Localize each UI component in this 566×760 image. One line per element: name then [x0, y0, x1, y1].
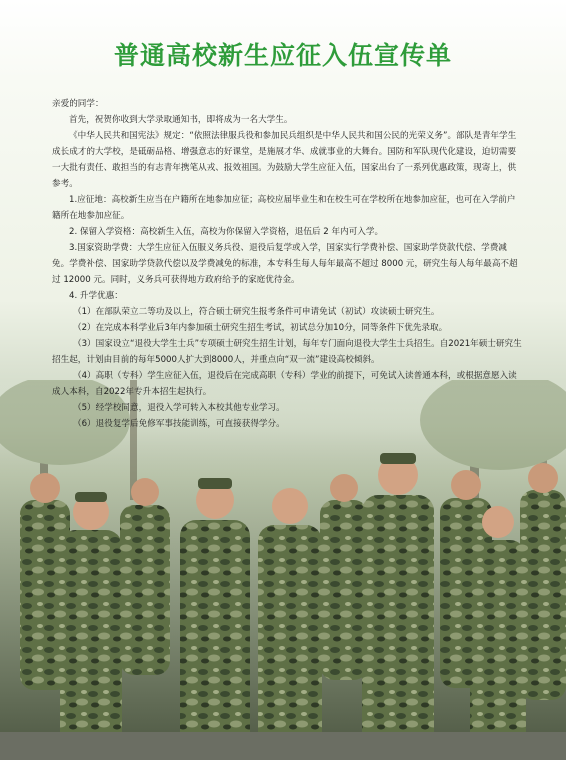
- policy-enrollment-retention: 2. 保留入学资格：高校新生入伍，高校为你保留入学资格，退伍后 2 年内可入学。: [69, 227, 384, 237]
- letter-body: [52, 96, 522, 432]
- greeting: 亲爱的同学：: [52, 99, 104, 109]
- further-study-item-2: （2）在完成本科学业后3年内参加硕士研究生招生考试，初试总分加10分，同等条件下优先录取。: [73, 323, 448, 333]
- further-study-item-5: （5）经学校同意，退役入学可转入本校其他专业学习。: [73, 403, 285, 413]
- soldiers-photo: [0, 380, 566, 760]
- policy-further-study-heading: 4. 升学优惠：: [69, 291, 123, 301]
- paragraph-congrats: 首先，祝贺你收到大学录取通知书，即将成为一名大学生。: [69, 115, 293, 125]
- further-study-item-3: （3）国家设立“退役大学生士兵”专项硕士研究生招生计划，每年专门面向退役大学生士兵招生。自2021年硕士研究生招生起，计划由目前的每年5000人扩大到8000人，并重点向“双一流”建设高校倾斜。: [52, 339, 522, 365]
- policy-enlistment-location: 1.应征地：高校新生应当在户籍所在地参加应征；高校应届毕业生和在校生可在学校所在地参加应征，也可在入学前户籍所在地参加应征。: [52, 195, 516, 221]
- policy-tuition-aid: 3.国家资助学费：大学生应征入伍服义务兵役、退役后复学或入学，国家实行学费补偿、国家助学贷款代偿、学费减免。学费补偿、国家助学贷款代偿以及学费减免的标准，本专科生每人每年最高不超过 8000 元，研究生每人每年最高不超过 12000 元。同时，义务兵可获得地方政府给予的家庭优待金。: [52, 243, 518, 285]
- further-study-item-1: （1）在部队荣立二等功及以上，符合硕士研究生报考条件可申请免试（初试）攻读硕士研究生。: [73, 307, 440, 317]
- paragraph-constitution: 《中华人民共和国宪法》规定：“依照法律服兵役和参加民兵组织是中华人民共和国公民的光荣义务”。部队是青年学生成长成才的大学校，是砥砺品格、增强意志的好课堂，是施展才华、成就事业的大舞台。国防和军队现代化建设，迫切需要一大批有责任、敢担当的有志青年携笔从戎、报效祖国。为鼓励大学生应征入伍，国家出台了一系列优惠政策，现寄上，供参考。: [52, 131, 517, 189]
- further-study-item-4: （4）高职（专科）学生应征入伍，退役后在完成高职（专科）学业的前提下，可免试入读普通本科，或根据意愿入读成人本科，自2022年专升本招生起执行。: [52, 371, 517, 397]
- page-title: 普通高校新生应征入伍宣传单: [113, 41, 452, 70]
- further-study-item-6: （6）退役复学后免修军事技能训练，可直接获得学分。: [73, 419, 285, 429]
